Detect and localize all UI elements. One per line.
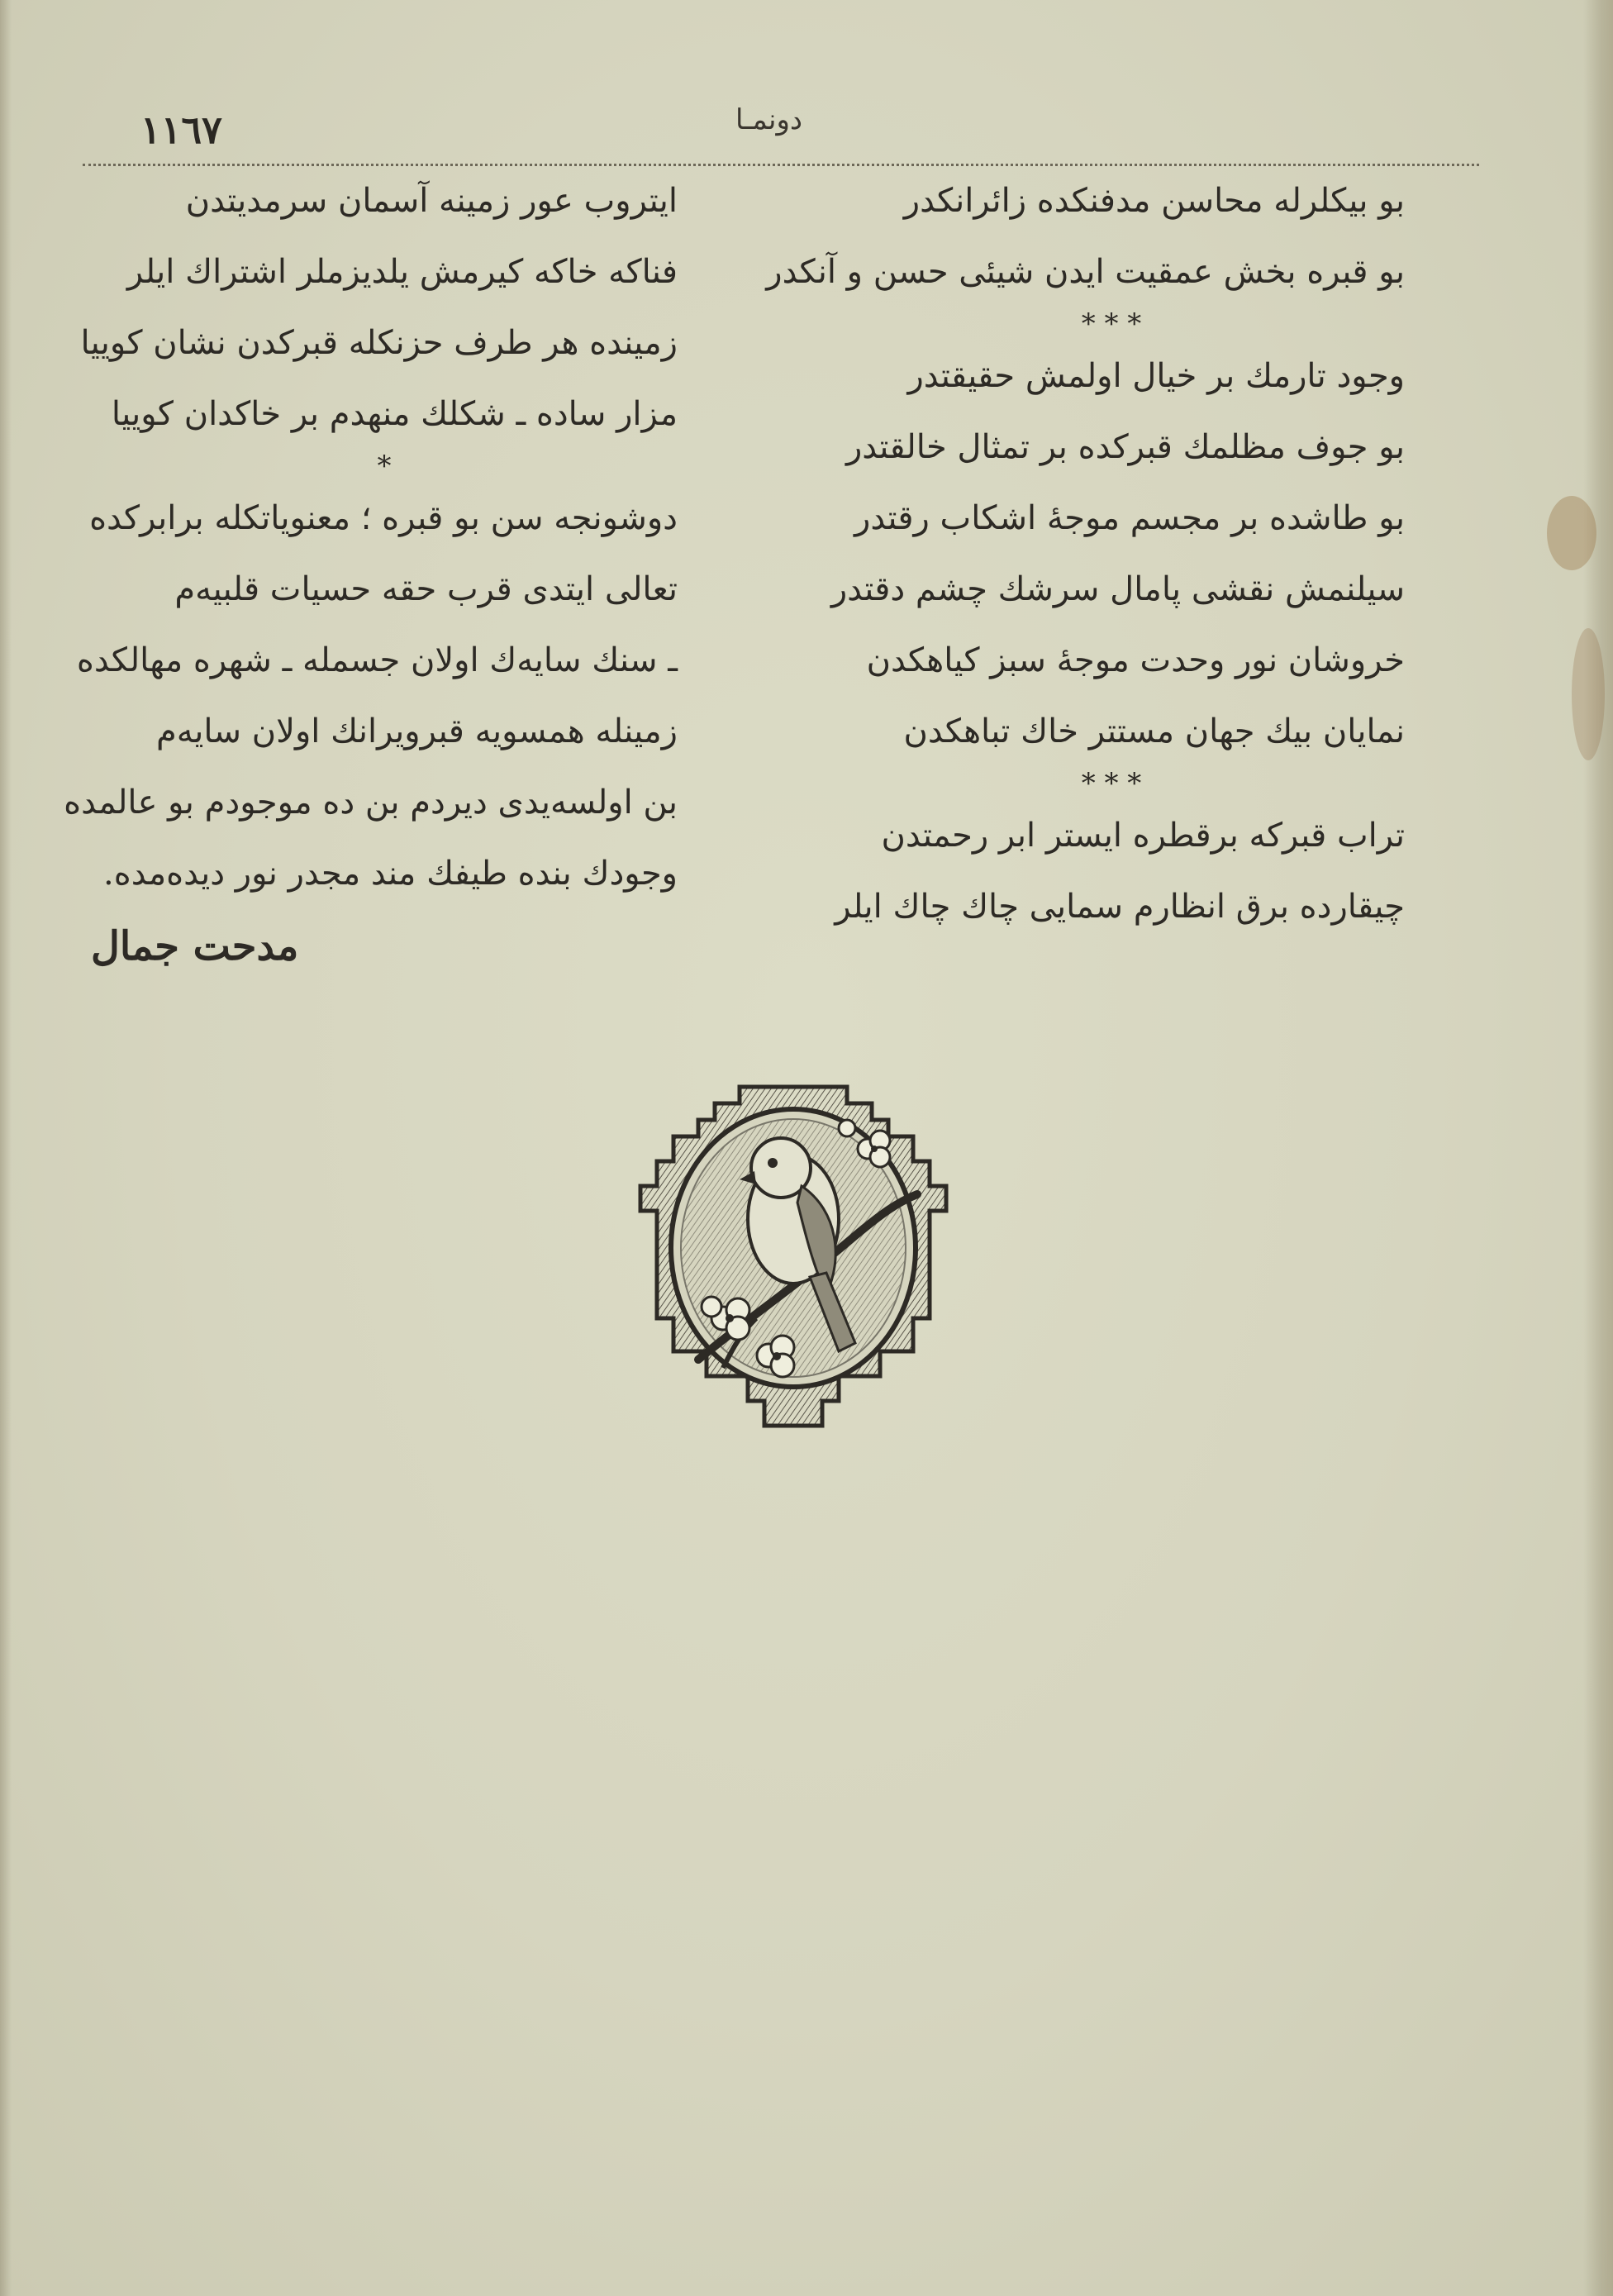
asterism-separator: * * * xyxy=(1081,767,1142,800)
verse-line: نمایان بیك جهان مستتر خاك تباهکدن xyxy=(903,712,1405,750)
poem-column-left xyxy=(64,165,678,984)
verse-line: وجود تارمك بر خیال اولمش حقیقتدر xyxy=(907,357,1405,395)
verse-line: مزار ساده ـ شکلك منهدم بر خاکدان کوییا xyxy=(111,395,678,433)
verse-line: بن اولسه‌یدی دیردم بن ده موجودم بو عالمده xyxy=(64,784,678,822)
running-title: دونمـا xyxy=(735,103,802,136)
verse-line: زمینده هر طرف حزنکله قبرکدن نشان کوییا xyxy=(80,324,678,362)
paper-stain xyxy=(1572,628,1605,760)
verse-line: تراب قبرکه برقطره ایستر ابر رحمتدن xyxy=(881,817,1405,855)
verse-line: ایتروب عور زمینه آسمان سرمدیتدن xyxy=(185,182,678,220)
verse-line: دوشونجه سن بو قبره ؛ معنویاتکله برابرکده xyxy=(89,499,678,537)
verse-line: وجودك بنده طیفك مند مجدر نور دیده‌مده. xyxy=(103,855,678,893)
author-signature: مدحت جمال xyxy=(91,923,299,969)
verse-line: زمینله همسویه قبرویرانك اولان سایه‌م xyxy=(156,712,678,750)
verse-line: خروشان نور وحدت موجهٔ سبز کیاهکدن xyxy=(866,641,1405,679)
bird-vignette-ornament xyxy=(632,1070,954,1434)
verse-line: سیلنمش نقشی پامال سرشك چشم دقتدر xyxy=(830,570,1405,608)
verse-line: ـ سنك سایه‌ك اولان جسمله ـ شهره مهالکده xyxy=(76,641,678,679)
verse-line: فناکه خاکه کیرمش یلدیزملر اشتراك ایلر xyxy=(126,253,678,291)
verse-line: بو بیکلرله محاسن مدفنکده زائرانکدر xyxy=(903,182,1405,220)
verse-line: چیقارده برق انظارم سمایی چاك چاك ایلر xyxy=(835,888,1405,926)
poem-column-right xyxy=(766,165,1405,942)
verse-line: بو قبره بخش عمقیت ایدن شیئی حسن و آنکدر xyxy=(766,253,1405,291)
verse-line: تعالی ایتدی قرب حقه حسیات قلبیه‌م xyxy=(174,570,678,608)
verse-line: بو جوف مظلمك قبرکده بر تمثال خالقتدر xyxy=(845,428,1405,466)
star-separator: * xyxy=(377,450,392,483)
page-edge-shadow-left xyxy=(0,0,12,2296)
asterism-separator: * * * xyxy=(1081,307,1142,341)
page-number: ١١٦٧ xyxy=(140,107,222,152)
verse-line: بو طاشده بر مجسم موجهٔ اشکاب رقتدر xyxy=(854,499,1405,537)
paper-stain xyxy=(1547,496,1596,570)
page-edge-shadow-right xyxy=(1583,0,1613,2296)
